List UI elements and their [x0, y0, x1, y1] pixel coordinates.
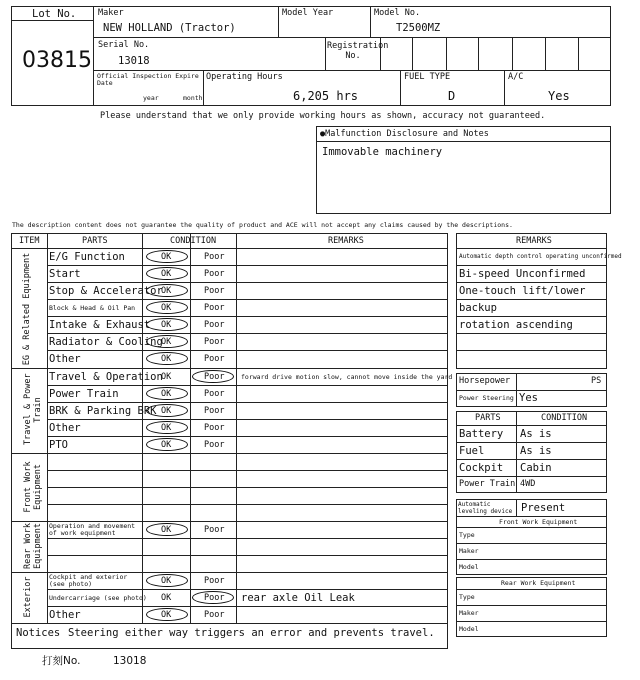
- section-exterior: Exterior: [23, 576, 33, 618]
- poor-label: Poor: [204, 423, 225, 433]
- malfunction-text: Immovable machinery: [322, 146, 443, 158]
- ac-label: A/C: [508, 72, 524, 82]
- selected-ok-oval[interactable]: [146, 267, 188, 280]
- year-label: year: [143, 94, 159, 102]
- part-fuel: Fuel: [459, 445, 485, 457]
- part-brk-parking: BRK & Parking BRK: [49, 405, 157, 417]
- condition-header: CONDITION: [541, 413, 588, 423]
- poor-label: Poor: [204, 610, 225, 620]
- model-year-label: Model Year: [282, 8, 334, 18]
- ok-label: OK: [161, 440, 172, 450]
- col-remarks: REMARKS: [328, 236, 364, 246]
- poor-label: Poor: [204, 337, 225, 347]
- ok-label: OK: [161, 610, 172, 620]
- part-stop-accelerator: Stop & Accelerator: [49, 285, 163, 297]
- section-front-work-1: Front Work: [23, 461, 33, 513]
- poor-label: Poor: [204, 303, 225, 313]
- part-eg-function: E/G Function: [49, 251, 125, 263]
- col-condition: CONDITION: [170, 236, 217, 246]
- model-no-label: Model No.: [374, 8, 421, 18]
- ac-value: Yes: [548, 89, 570, 103]
- selected-ok-oval[interactable]: [146, 284, 188, 297]
- part-eg-other: Other: [49, 353, 81, 365]
- right-remarks-sub: Automatic depth control operating unconfirmed: [459, 253, 622, 260]
- front-model-label: Model: [459, 563, 479, 571]
- selected-ok-oval[interactable]: [146, 318, 188, 331]
- travel-remark: forward drive motion slow, cannot move inside the yard: [241, 373, 453, 381]
- poor-label: Poor: [204, 252, 225, 262]
- lot-label: Lot No.: [32, 8, 77, 20]
- serial-label: Serial No.: [98, 40, 150, 50]
- selected-ok-oval[interactable]: [146, 250, 188, 263]
- selected-ok-oval[interactable]: [146, 301, 188, 314]
- poor-label: Poor: [204, 406, 225, 416]
- section-travel-power-2: Train: [33, 397, 43, 423]
- ok-label: OK: [161, 269, 172, 279]
- model-no-value: T2500MZ: [396, 22, 441, 34]
- poor-label: Poor: [204, 269, 225, 279]
- col-item: ITEM: [19, 236, 40, 246]
- poor-label: Poor: [204, 440, 225, 450]
- ok-label: OK: [161, 354, 172, 364]
- cond-cockpit: Cabin: [520, 462, 552, 474]
- operating-hours-value: 6,205 hrs: [293, 89, 359, 103]
- section-rear-work-2: Equipment: [33, 522, 43, 570]
- inspection-label: Official Inspection Expire Date: [97, 72, 199, 88]
- ok-label: OK: [161, 389, 172, 399]
- part-radiator-cooling: Radiator & Cooling: [49, 336, 163, 348]
- front-work-title: Front Work Equipment: [499, 518, 578, 526]
- remark-line-3: backup: [459, 302, 497, 314]
- ok-label: OK: [161, 593, 172, 603]
- registration-label: Registration No.: [327, 41, 389, 62]
- maker-label: Maker: [98, 8, 124, 18]
- remark-line-1: Bi-speed Unconfirmed: [459, 268, 586, 280]
- horsepower-unit: PS: [591, 376, 602, 386]
- disclaimer: The description content does not guarantee the quality of product and ACE will not accept any claims caused by the descriptions.: [12, 221, 513, 229]
- part-block-head: Block & Head & Oil Pan: [49, 304, 136, 312]
- ok-label: OK: [161, 252, 172, 262]
- part-travel-operation: Travel & Operation: [49, 371, 163, 383]
- selected-poor-oval[interactable]: [192, 370, 234, 383]
- hours-note: Please understand that we only provide working hours as shown, accuracy not guaranteed.: [100, 111, 546, 121]
- cond-power-train-right: 4WD: [520, 479, 536, 489]
- remark-line-4: rotation ascending: [459, 319, 573, 331]
- part-cockpit-exterior: Cockpit and exterior (see photo): [49, 573, 128, 589]
- ok-label: OK: [161, 406, 172, 416]
- selected-ok-oval[interactable]: [146, 421, 188, 434]
- poor-label: Poor: [204, 593, 225, 603]
- section-front-work-2: Equipment: [33, 463, 43, 511]
- horsepower-label: Horsepower: [459, 376, 511, 386]
- selected-ok-oval[interactable]: [146, 523, 188, 536]
- part-intake-exhaust: Intake & Exhaust: [49, 319, 151, 331]
- fuel-type-label: FUEL TYPE: [404, 72, 451, 82]
- fuel-type-value: D: [448, 89, 456, 103]
- auto-level-label: Automatic leveling device: [458, 501, 513, 515]
- auto-level-value: Present: [521, 502, 566, 514]
- part-battery: Battery: [459, 428, 504, 440]
- malfunction-box: [316, 126, 611, 214]
- rear-type-label: Type: [459, 593, 475, 601]
- part-tp-other: Other: [49, 422, 81, 434]
- maker-value: NEW HOLLAND (Tractor): [103, 22, 236, 34]
- serial-value: 13018: [118, 55, 150, 67]
- ok-label: OK: [161, 525, 172, 535]
- poor-label: Poor: [204, 525, 225, 535]
- selected-ok-oval[interactable]: [146, 404, 188, 417]
- notices-text: Steering either way triggers an error and prevents travel.: [68, 627, 435, 639]
- part-ex-other: Other: [49, 609, 81, 621]
- selected-poor-oval[interactable]: [192, 591, 234, 604]
- selected-ok-oval[interactable]: [146, 608, 188, 621]
- part-undercarriage: Undercarriage (see photo): [49, 594, 147, 602]
- part-cockpit: Cockpit: [459, 462, 504, 474]
- poor-label: Poor: [204, 576, 225, 586]
- right-remarks-title: REMARKS: [516, 236, 552, 246]
- malfunction-title: ●Malfunction Disclosure and Notes: [320, 129, 489, 139]
- ok-label: OK: [161, 576, 172, 586]
- cond-fuel: As is: [520, 445, 552, 457]
- month-label: month: [183, 94, 203, 102]
- rear-work-title: Rear Work Equipment: [501, 579, 576, 587]
- part-power-train: Power Train: [49, 388, 119, 400]
- ok-label: OK: [161, 320, 172, 330]
- poor-label: Poor: [204, 286, 225, 296]
- selected-ok-oval[interactable]: [146, 387, 188, 400]
- part-pto: PTO: [49, 439, 68, 451]
- ok-label: OK: [161, 303, 172, 313]
- selected-ok-oval[interactable]: [146, 438, 188, 451]
- section-eg: EG & Related Equipment: [22, 252, 32, 366]
- part-start: Start: [49, 268, 81, 280]
- part-rear-work-operation: Operation and movement of work equipment: [49, 522, 136, 538]
- stamp-label: 打刻No.: [42, 655, 81, 667]
- stamp-value: 13018: [113, 655, 147, 667]
- poor-label: Poor: [204, 320, 225, 330]
- part-power-train-right: Power Train: [459, 479, 516, 489]
- ok-label: OK: [161, 286, 172, 296]
- rear-maker-label: Maker: [459, 609, 479, 617]
- remark-line-2: One-touch lift/lower: [459, 285, 586, 297]
- poor-label: Poor: [204, 354, 225, 364]
- ok-label: OK: [161, 337, 172, 347]
- parts-header: PARTS: [475, 413, 501, 423]
- front-type-label: Type: [459, 531, 475, 539]
- front-maker-label: Maker: [459, 547, 479, 555]
- power-steering-label: Power Steering: [459, 394, 514, 402]
- cond-battery: As is: [520, 428, 552, 440]
- selected-ok-oval[interactable]: [146, 335, 188, 348]
- undercarriage-remark: rear axle Oil Leak: [241, 592, 355, 604]
- operating-hours-label: Operating Hours: [206, 72, 283, 82]
- col-parts: PARTS: [82, 236, 108, 246]
- section-rear-work-1: Rear Work: [23, 522, 33, 570]
- ok-label: OK: [161, 372, 172, 382]
- selected-ok-oval[interactable]: [146, 352, 188, 365]
- notices-label: Notices: [16, 627, 61, 639]
- power-steering-value: Yes: [519, 392, 538, 404]
- selected-ok-oval[interactable]: [146, 574, 188, 587]
- section-travel-power-1: Travel & Power: [23, 373, 33, 445]
- rear-model-label: Model: [459, 625, 479, 633]
- poor-label: Poor: [204, 372, 225, 382]
- poor-label: Poor: [204, 389, 225, 399]
- ok-label: OK: [161, 423, 172, 433]
- lot-number: 03815: [22, 48, 92, 73]
